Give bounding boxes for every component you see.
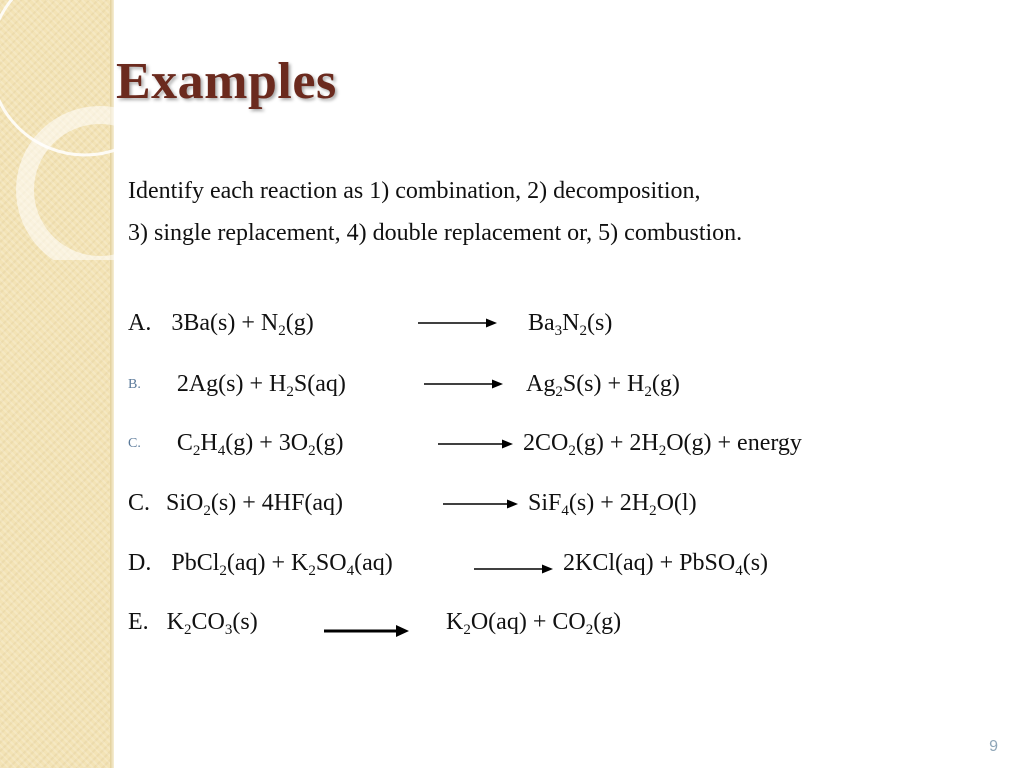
reaction-products: $2CO_2(g) + 2H_2O(g)$ + energy xyxy=(523,430,802,459)
reaction-e-left xyxy=(128,609,258,636)
reaction-label: A. xyxy=(128,310,152,336)
instruction-line-1: Identify each reaction as 1) combination, 2) decomposition, xyxy=(128,178,701,204)
reaction-label: C. xyxy=(128,436,141,451)
reaction-products: $SiF_4(s) + 2H_2O(l)$ xyxy=(528,490,697,519)
reaction-products: 2KCl(aq) + PbSO$_4$(s) xyxy=(563,550,769,579)
reaction-d-left xyxy=(128,550,393,577)
reaction-label: D. xyxy=(128,550,152,576)
reaction-arrow-c1 xyxy=(438,438,514,450)
reaction-arrow-a xyxy=(418,317,498,329)
reaction-reactants: $K_2CO_3(s)$ xyxy=(166,609,258,638)
instructions xyxy=(128,170,742,254)
reaction-c1-left xyxy=(128,430,344,457)
reaction-label: C. xyxy=(128,490,151,516)
reaction-arrow-c2 xyxy=(443,498,519,510)
reaction-b-left xyxy=(128,371,346,398)
reaction-reactants: $2Ag(s) + H_2S(aq)$ xyxy=(176,371,346,400)
reaction-products: $K_2O(aq) + CO_2(g)$ xyxy=(446,609,622,638)
reaction-a-left xyxy=(128,310,314,337)
page-number: 9 xyxy=(989,738,998,755)
instruction-line-2: 3) single replacement, 4) double replacement or, 5) combustion. xyxy=(128,220,743,246)
reaction-c2-left xyxy=(128,490,343,517)
reaction-products: $Ag_2S(s) + H_2(g)$ xyxy=(526,371,680,400)
reaction-label: E. xyxy=(128,609,149,635)
reaction-reactants: SiO$_2$(s) + 4HF(aq) xyxy=(166,490,344,519)
slide-title: Examples xyxy=(116,53,337,110)
reaction-reactants: $C_2H_4(g) + 3O_2(g)$ xyxy=(176,430,344,459)
reaction-arrow-b xyxy=(424,378,504,390)
reaction-arrow-e xyxy=(324,624,410,638)
reaction-label: B. xyxy=(128,377,141,392)
reaction-arrow-d xyxy=(474,563,554,575)
reaction-reactants: PbCl$_2$(aq) + $K_2SO_4(aq)$ xyxy=(171,550,393,579)
reaction-products: $Ba_3N_2(s)$ xyxy=(528,310,613,339)
reaction-reactants: $3Ba(s) + N_2(g)$ xyxy=(171,310,314,339)
